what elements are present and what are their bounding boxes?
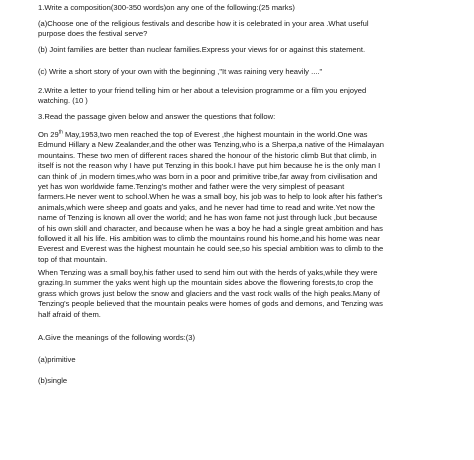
q2-question: [38, 86, 458, 107]
text-line: itself is not the reason why I have put Tenzing in this book.I have put him because he is the only man I: [38, 161, 381, 171]
text-line: When Tenzing was a small boy,his father used to send him out with the herds of yaks,while they were: [38, 268, 378, 277]
text-line: yet has won worldwide fame.Tenzing's mother and father were the very simplest of peasant: [38, 182, 345, 192]
q3-heading: 3.Read the passage given below and answer the questions that follow:: [38, 112, 276, 121]
question-a-item-single: (b)single: [38, 376, 68, 385]
text-line: 2.Write a letter to your friend telling him or her about a television programme or a film you enjoyed: [38, 86, 367, 95]
text-line: Tenzing's people believed that the mountain peaks were homes of gods and demons, and Tenzing was: [38, 299, 383, 309]
passage-paragraph-1: [38, 130, 458, 265]
question-a-heading: A.Give the meanings of the following words:(3): [38, 333, 196, 342]
text-line: farmers.He never went to school.When he was a small boy, his job was to help to look after his father's: [38, 192, 383, 202]
text-line: can think of ,in modern times,who was born in a poor and primitive tribe,far away from civilisation and: [38, 171, 378, 181]
text-line: animals,which were sheep and goats and yaks, and he never had time to read and write.Yet now the: [38, 202, 376, 212]
text-line: purpose does the festival serve?: [38, 29, 148, 39]
text-line: mountains. These two men of different races shared the honour of the historic climb But that climb, in: [38, 150, 377, 160]
text-line: On 29th May,1953,two men reached the top of Everest ,the highest mountain in the world.One was: [38, 129, 368, 139]
text-line: Everest and Everest was the highest mountain he could see,so his special ambition was to climb to the: [38, 244, 384, 254]
passage-paragraph-2: [38, 268, 458, 320]
text-line: grazing.In summer the yaks went high up the mountain sides above the flowering forests,to crop the: [38, 278, 374, 288]
q1-heading: 1.Write a composition(300-350 words)on any one of the following:(25 marks): [38, 3, 295, 12]
q1-option-a: [38, 19, 458, 40]
text-line: top of that mountain.: [38, 254, 108, 264]
text-line: of his own skill and character, and because when he was a boy he had a single great ambition and has: [38, 223, 383, 233]
text-line: half afraid of them.: [38, 309, 101, 319]
text-line: name of Tenzing is known all over the world; and he has won fame not just through luck ,but because: [38, 213, 378, 223]
text-line: watching. (10 ): [38, 96, 88, 106]
q1-option-b: (b) Joint families are better than nuclear families.Express your views for or against this statement.: [38, 45, 366, 54]
text-line: grass which grows just below the snow and glaciers and the vast rock walls of the high peaks.Many of: [38, 288, 380, 298]
question-a-item-primitive: (a)primitive: [38, 355, 76, 364]
text-line: (a)Choose one of the religious festivals and describe how it is celebrated in your area .What useful: [38, 19, 369, 28]
text-line: Edmund Hillary a New Zealander,and the other was Tenzing,who is a Sherpa,a native of the Himalayan: [38, 140, 384, 150]
q1-option-c: (c) Write a short story of your own with the beginning ,"It was raining very heavily ....": [38, 67, 323, 76]
text-line: followed it all his life. His ambition was to climb the mountains round his home,and his home was near: [38, 234, 380, 244]
